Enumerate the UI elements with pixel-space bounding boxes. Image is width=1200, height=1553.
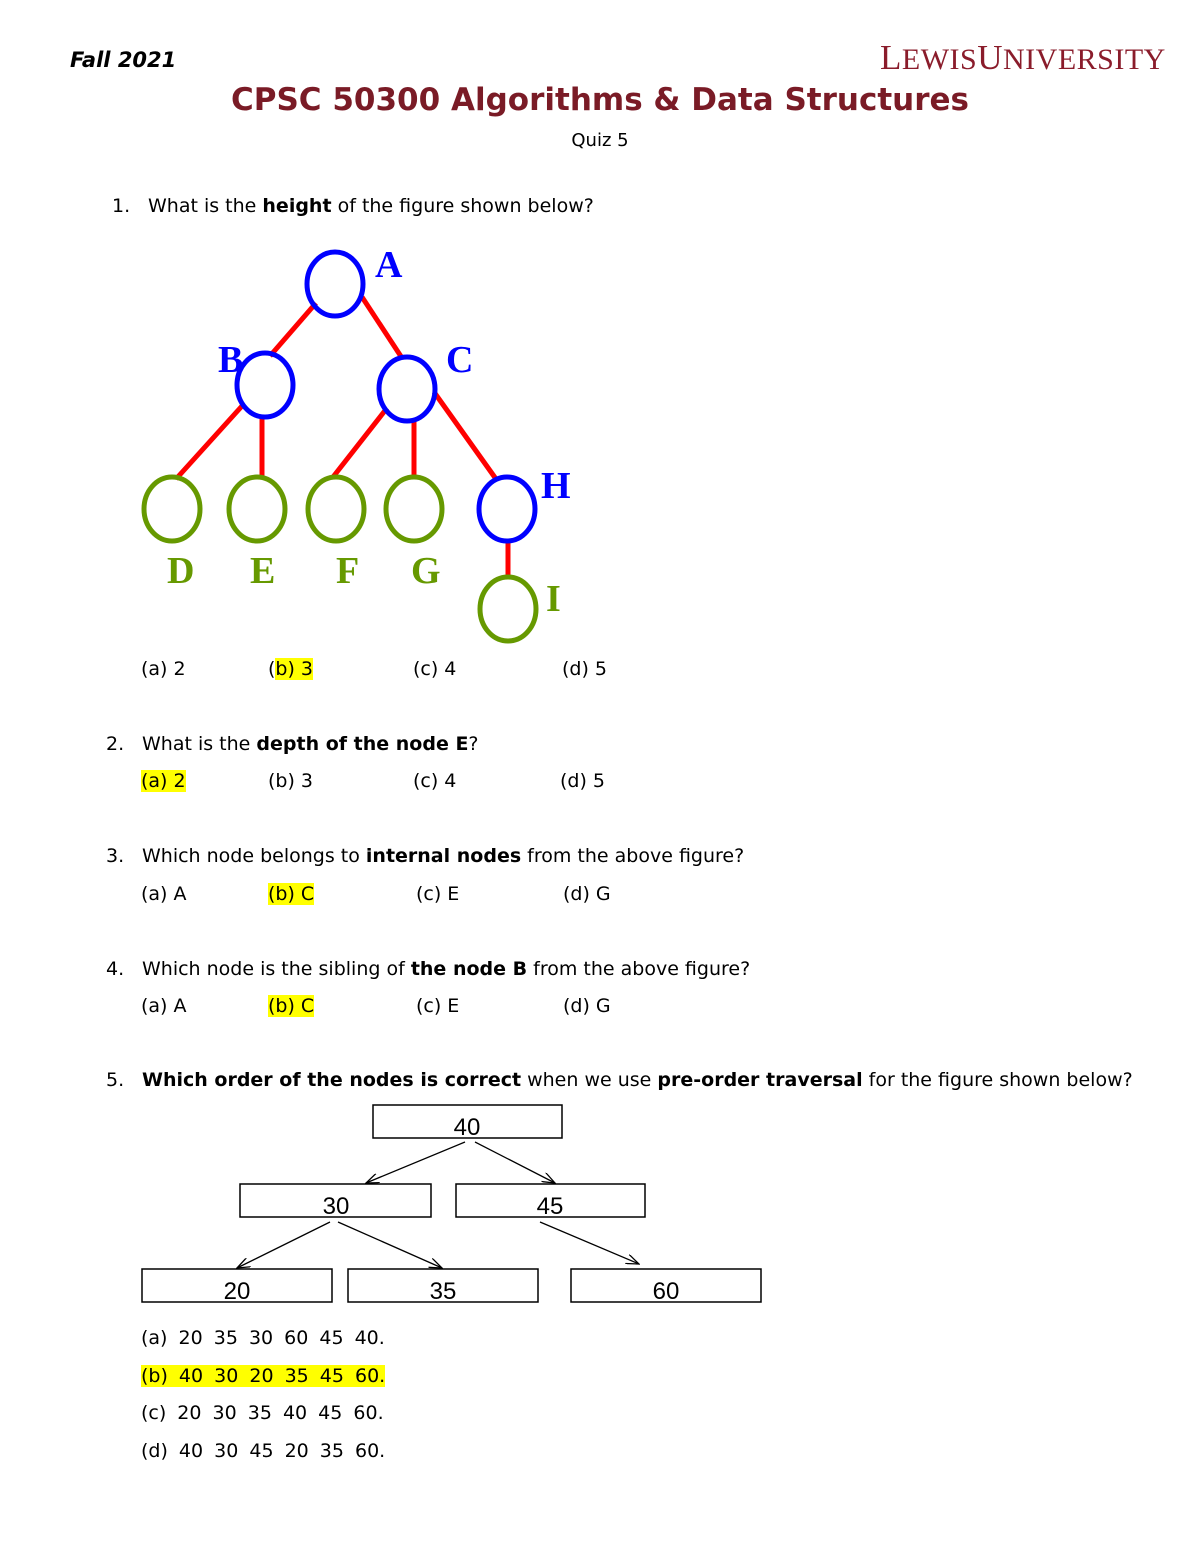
q4-option-c: (c) E — [416, 995, 460, 1017]
term-label: Fall 2021 — [70, 48, 177, 72]
box-45-label: 45 — [536, 1193, 564, 1220]
quiz-subtitle: Quiz 5 — [571, 130, 629, 151]
page-title: CPSC 50300 Algorithms & Data Structures — [231, 82, 969, 118]
arrow-30-20 — [237, 1222, 330, 1268]
box-40-label: 40 — [453, 1114, 481, 1141]
q5-option-a: (a) 20 35 30 60 45 40. — [141, 1327, 385, 1349]
label-i: I — [546, 578, 561, 620]
q1-option-c: (c) 4 — [413, 658, 457, 680]
q1-option-b: (b) 3 — [268, 658, 314, 680]
arrow-30-35 — [338, 1222, 442, 1268]
q5-option-b: (b) 40 30 20 35 45 60. — [141, 1365, 386, 1387]
q3-option-b: (b) C — [268, 883, 315, 905]
q2-option-a: (a) 2 — [141, 770, 186, 792]
q1-option-a: (a) 2 — [141, 658, 186, 680]
q2-option-c: (c) 4 — [413, 770, 457, 792]
q2-option-b: (b) 3 — [268, 770, 314, 792]
label-g: G — [411, 550, 441, 592]
q2-option-d: (d) 5 — [560, 770, 606, 792]
label-a: A — [375, 244, 403, 286]
box-20-label: 20 — [223, 1278, 251, 1305]
q5-option-d: (d) 40 30 45 20 35 60. — [141, 1440, 386, 1462]
q4-option-b: (b) C — [268, 995, 315, 1017]
question-2: 2. What is the depth of the node E? — [106, 733, 479, 755]
q5-option-c: (c) 20 30 35 40 45 60. — [141, 1402, 384, 1424]
question-4: 4. Which node is the sibling of the node B from the above figure? — [106, 958, 751, 980]
q3-option-d: (d) G — [563, 883, 611, 905]
q4-option-a: (a) A — [141, 995, 187, 1017]
q3-option-c: (c) E — [416, 883, 460, 905]
university-logo: LEWISUNIVERSITY — [880, 38, 1166, 77]
arrow-40-45 — [475, 1142, 555, 1183]
label-c: C — [446, 339, 474, 381]
question-1: 1. What is the height of the figure shown below? — [112, 195, 594, 217]
q3-option-a: (a) A — [141, 883, 187, 905]
arrow-40-30 — [366, 1142, 465, 1183]
question-5: 5. Which order of the nodes is correct when we use pre-order traversal for the figure shown below? — [106, 1069, 1133, 1091]
label-d: D — [167, 550, 195, 592]
arrow-45-60 — [540, 1222, 639, 1264]
box-30-label: 30 — [322, 1193, 350, 1220]
q4-option-d: (d) G — [563, 995, 611, 1017]
box-60-label: 60 — [652, 1278, 680, 1305]
label-f: F — [336, 550, 360, 592]
label-h: H — [541, 465, 571, 507]
question-3: 3. Which node belongs to internal nodes from the above figure? — [106, 845, 745, 867]
q1-option-d: (d) 5 — [562, 658, 608, 680]
label-e: E — [250, 550, 276, 592]
box-35-label: 35 — [429, 1278, 457, 1305]
label-b: B — [218, 339, 244, 381]
